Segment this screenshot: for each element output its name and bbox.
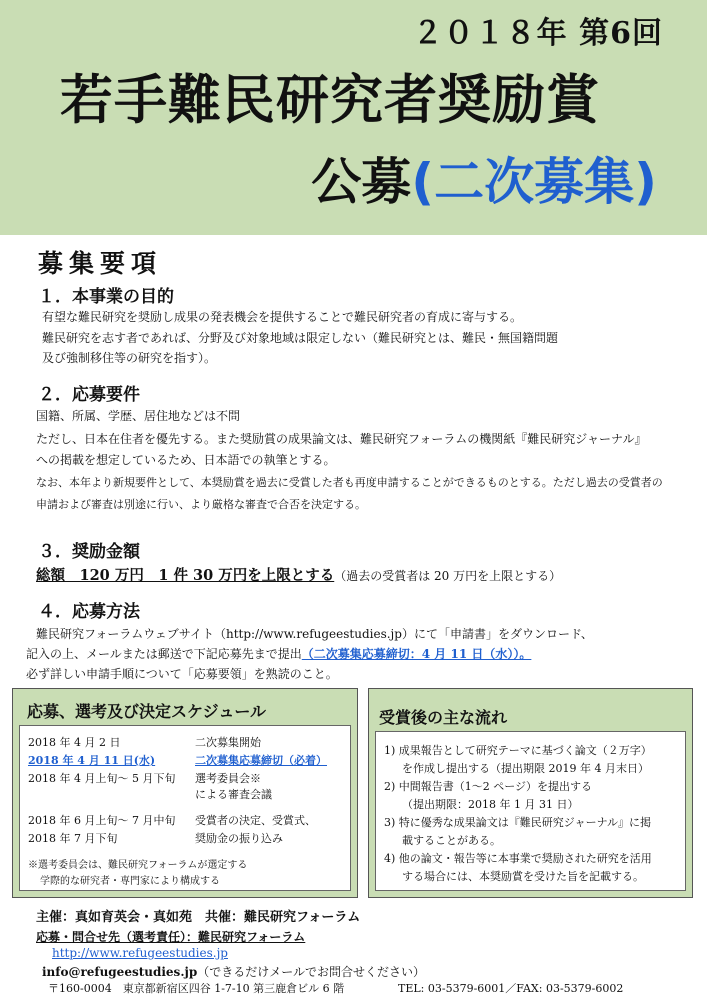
flow-line: 4) 他の論文・報告等に本事業で奨励された研究を活用: [384, 852, 652, 865]
flow-line: 2) 中間報告書（1～2 ページ）を提出する: [384, 780, 593, 793]
schedule-event: [195, 752, 327, 768]
schedule-box: [12, 688, 358, 898]
call-title: [311, 142, 657, 214]
award-amount-note: （過去の受賞者は 20 万円を上限とする）: [334, 569, 562, 583]
call-secondary: (二次募集): [411, 153, 657, 211]
schedule-date: 2018 年 6 月上旬～ 7 月中旬: [28, 814, 176, 827]
schedule-event: 受賞者の決定、受賞式、: [195, 814, 316, 827]
phone-fax-line: TEL: 03-5379-6001／FAX: 03-5379-6002: [398, 982, 624, 995]
schedule-date-text: 2018 年 4 月 11 日(水): [28, 754, 156, 767]
section3-heading: ３．奨励金額: [38, 542, 140, 562]
contact-heading: 応募・問合せ先（選考責任）：難民研究フォーラム: [36, 930, 306, 944]
section1-line: 及び強制移住等の研究を指す）。: [42, 351, 217, 365]
award-amount: [36, 564, 561, 585]
flow-line: 載することがある。: [402, 834, 501, 847]
award-amount-main: 総額 120 万円 1 件 30 万円を上限とする: [36, 567, 335, 584]
section4-line2-prefix: 記入の上、メールまたは郵送で下記応募先まで提出: [26, 647, 302, 661]
year-round-label: ２０１８年 第6回: [412, 16, 663, 51]
section2-line: ただし、日本在住者を優先する。また奨励賞の成果論文は、難民研究フォーラムの機関紙『難民研究ジャーナル』: [36, 432, 647, 446]
section4-heading: ４．応募方法: [38, 602, 140, 622]
schedule-date: 2018 年 7 月下旬: [28, 832, 118, 845]
header-banner: [0, 0, 707, 235]
flow-title: 受賞後の主な流れ: [379, 708, 508, 727]
award-title: 若手難民研究者奨励賞: [60, 70, 600, 131]
section1-line: 難民研究を志す者であれば、分野及び対象地域は限定しない（難民研究とは、難民・無国籍問題: [42, 331, 559, 345]
section2-line: なお、本年より新規要件として、本奨励賞を過去に受賞した者も再度申請することができるものとする。ただし過去の受賞者の: [36, 476, 663, 489]
schedule-event: 奨励金の振り込み: [195, 832, 283, 845]
flow-line: する場合には、本奨励賞を受けた旨を記載する。: [402, 870, 644, 883]
section1-line: 有望な難民研究を奨励し成果の発表機会を提供することで難民研究者の育成に寄与する。: [42, 310, 523, 324]
schedule-title: 応募、選考及び決定スケジュール: [27, 702, 267, 721]
flow-panel: [375, 731, 686, 891]
section2-line: 国籍、所属、学歴、居住地などは不問: [36, 409, 241, 423]
deadline-link: （二次募集応募締切：4 月 11 日（水））。: [301, 647, 532, 661]
flow-line: 3) 特に優秀な成果論文は『難民研究ジャーナル』に掲: [384, 816, 652, 829]
flow-line: （提出期限：2018 年 1 月 31 日）: [402, 798, 579, 811]
schedule-event: 二次募集開始: [195, 736, 261, 749]
schedule-event: による審査会議: [195, 788, 272, 801]
section4-line: 難民研究フォーラムウェブサイト（http://www.refugeestudies.jp）にて「申請書」をダウンロード、: [36, 627, 593, 641]
schedule-date: [28, 752, 155, 768]
post-award-flow-box: [368, 688, 693, 898]
schedule-note: 学際的な研究者・専門家により構成する: [40, 876, 220, 887]
email-note: （できるだけメールでお問合せください）: [197, 965, 425, 979]
requirements-title: 募集要項: [38, 249, 163, 278]
sponsors-line: 主催：真如育英会・真如苑 共催：難民研究フォーラム: [36, 910, 361, 925]
section2-line: への掲載を想定しているため、日本語での執筆とする。: [36, 453, 336, 467]
section1-heading: １．本事業の目的: [38, 287, 174, 307]
address-line: 〒160-0004 東京都新宿区四谷 1-7-10 第三鹿倉ビル 6 階: [48, 982, 345, 995]
schedule-note: ※選考委員会は、難民研究フォーラムが選定する: [28, 860, 248, 871]
schedule-date: 2018 年 4 月上旬～ 5 月下旬: [28, 772, 176, 785]
section4-line: [26, 645, 531, 662]
schedule-panel: [19, 725, 351, 891]
section2-line: 申請および審査は別途に行い、より厳格な審査で合否を決定する。: [36, 498, 366, 511]
schedule-event-text: 二次募集応募締切（必着）: [195, 754, 327, 767]
schedule-event: 選考委員会※: [195, 772, 261, 785]
call-prefix: 公募: [311, 153, 412, 211]
email-line: [42, 963, 425, 980]
website-link[interactable]: http://www.refugeestudies.jp: [52, 946, 228, 960]
flow-line: を作成し提出する（提出期限 2019 年 4 月末日）: [402, 762, 649, 775]
schedule-date: 2018 年 4 月 2 日: [28, 736, 121, 749]
flow-line: 1) 成果報告として研究テーマに基づく論文（２万字）: [384, 744, 652, 757]
section4-line: 必ず詳しい申請手順について「応募要領」を熟読のこと。: [26, 667, 338, 681]
section2-heading: ２．応募要件: [38, 385, 140, 405]
email-address[interactable]: info@refugeestudies.jp: [42, 965, 198, 979]
